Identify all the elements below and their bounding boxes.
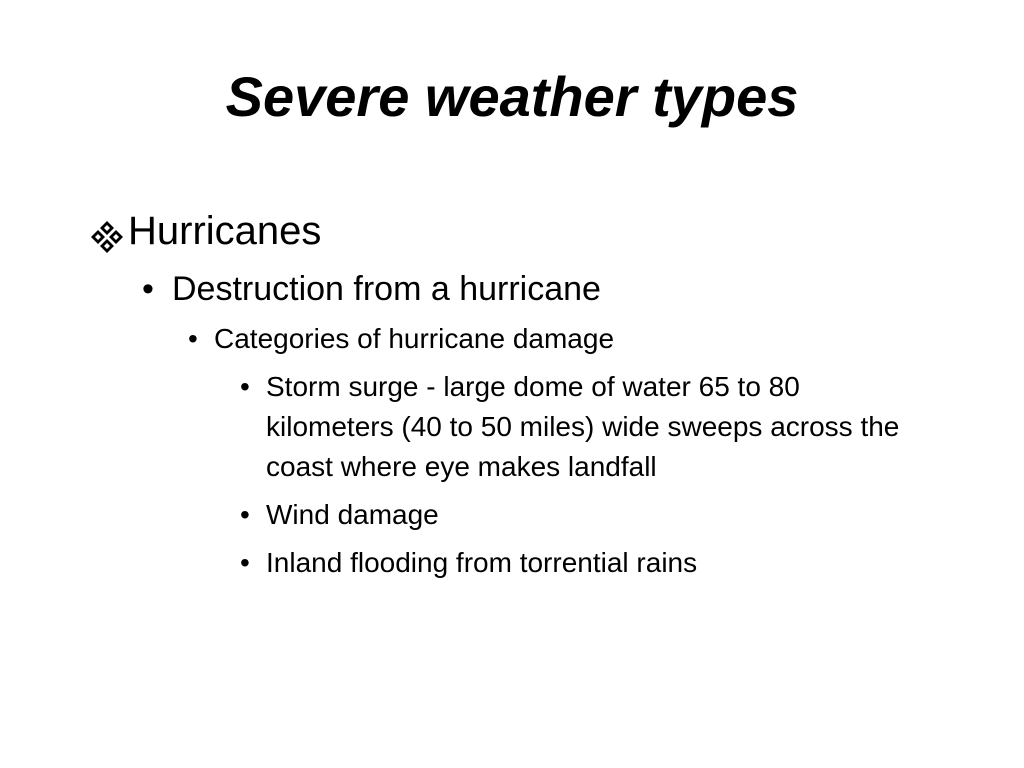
bullet-level-1 [90, 205, 950, 257]
bullet-icon: • [240, 371, 250, 402]
bullet-icon: • [142, 270, 154, 308]
bullet-level-1-text: Hurricanes [128, 209, 322, 253]
bullet-level-4 [240, 543, 926, 583]
bullet-level-4-text: Inland flooding from torrential rains [266, 547, 698, 578]
bullet-icon: • [240, 547, 250, 578]
bullet-level-4-text: Storm surge - large dome of water 65 to 80 kilometers (40 to 50 miles) wide sweeps across the coast where eye makes landfall [266, 371, 900, 482]
bullet-icon: • [188, 323, 198, 354]
bullet-level-4 [240, 495, 926, 535]
bullet-level-2 [142, 267, 950, 311]
bullet-icon: • [240, 499, 250, 530]
bullet-level-3 [188, 321, 950, 357]
bullet-level-2-text: Destruction from a hurricane [172, 270, 601, 308]
bullet-level-3-text: Categories of hurricane damage [214, 323, 615, 354]
slide-content [90, 205, 950, 583]
diamond-bullet-icon [90, 215, 124, 249]
slide-title: Severe weather types [225, 65, 799, 128]
bullet-level-4-text: Wind damage [266, 499, 439, 530]
bullet-level-4 [240, 367, 926, 487]
